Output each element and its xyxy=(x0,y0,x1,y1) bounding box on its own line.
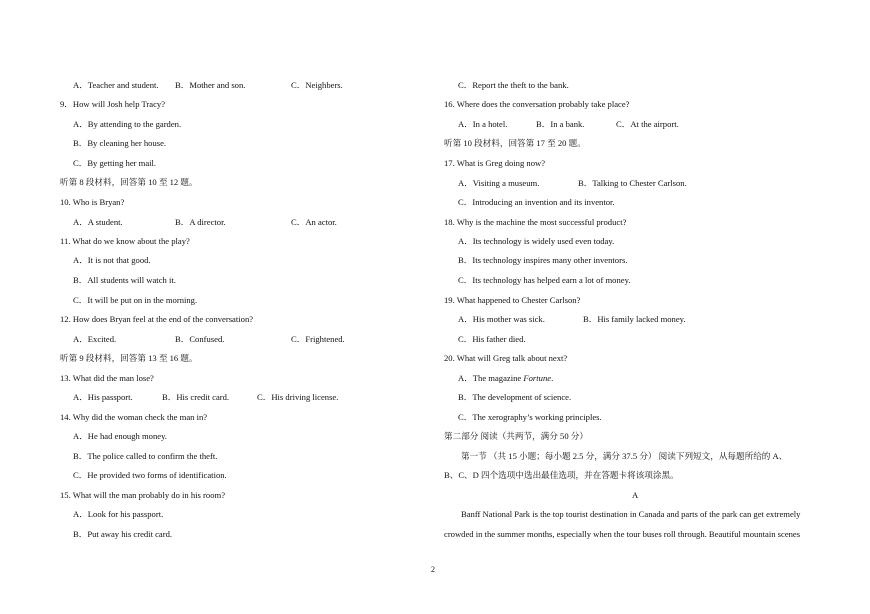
q20-option-a xyxy=(458,373,553,384)
q10-option-c: C．An actor. xyxy=(291,217,337,227)
q9-option-a: A．By attending to the garden. xyxy=(73,119,182,129)
q20-option-a-prefix: A．The magazine xyxy=(458,373,524,383)
q17-option-a: A．Visiting a museum. xyxy=(458,178,540,188)
q18-option-c: C．Its technology has helped earn a lot of money. xyxy=(458,275,631,285)
q10-stem: 10. Who is Bryan? xyxy=(60,197,125,207)
q18-stem: 18. Why is the machine the most successful product? xyxy=(444,217,627,227)
q19-option-b: B．His family lacked money. xyxy=(583,314,686,324)
q14-option-c: C．He provided two forms of identification. xyxy=(73,470,227,480)
q18-option-a: A．Its technology is widely used even today. xyxy=(458,236,615,246)
part-2-heading: 第二部分 阅读（共两节，满分 50 分） xyxy=(444,431,588,441)
q17-option-c: C．Introducing an invention and its inventor. xyxy=(458,197,615,207)
q11-option-c: C．It will be put on in the morning. xyxy=(73,295,198,305)
q16-option-b: B．In a bank. xyxy=(536,119,585,129)
q16-option-c: C．At the airport. xyxy=(616,119,679,129)
q12-option-b: B．Confused. xyxy=(175,334,225,344)
q17-stem: 17. What is Greg doing now? xyxy=(444,158,546,168)
q11-stem: 11. What do we know about the play? xyxy=(60,236,190,246)
q15-option-c: C．Report the theft to the bank. xyxy=(458,80,569,90)
passage-line-1: Banff National Park is the top tourist destination in Canada and parts of the park can get extremely xyxy=(461,509,801,519)
q9-option-c: C．By getting her mail. xyxy=(73,158,157,168)
q17-option-b: B．Talking to Chester Carlson. xyxy=(578,178,687,188)
q16-option-a: A．In a hotel. xyxy=(458,119,508,129)
q19-option-c: C．His father died. xyxy=(458,334,526,344)
q9-stem: 9．How will Josh help Tracy? xyxy=(60,99,166,109)
q12-option-c: C．Frightened. xyxy=(291,334,345,344)
q20-option-b: B．The development of science. xyxy=(458,392,572,402)
q20-option-a-magazine: Fortune xyxy=(523,373,552,383)
q8-option-a: A．Teacher and student. xyxy=(73,80,159,90)
q11-option-b: B．All students will watch it. xyxy=(73,275,176,285)
q14-stem: 14. Why did the woman check the man in? xyxy=(60,412,208,422)
q10-option-a: A．A student. xyxy=(73,217,123,227)
q12-stem: 12. How does Bryan feel at the end of the conversation? xyxy=(60,314,254,324)
q13-option-a: A．His passport. xyxy=(73,392,133,402)
section-8-heading: 听第 8 段材料，回答第 10 至 12 题。 xyxy=(60,177,198,187)
q15-stem: 15. What will the man probably do in his room? xyxy=(60,490,226,500)
q14-option-a: A．He had enough money. xyxy=(73,431,167,441)
q19-stem: 19. What happened to Chester Carlson? xyxy=(444,295,581,305)
q14-option-b: B．The police called to confirm the theft. xyxy=(73,451,218,461)
q13-option-b: B．His credit card. xyxy=(162,392,230,402)
q8-option-c: C．Neighbers. xyxy=(291,80,343,90)
q12-option-a: A．Excited. xyxy=(73,334,117,344)
q20-option-a-suffix: . xyxy=(551,373,554,383)
q9-option-b: B．By cleaning her house. xyxy=(73,138,167,148)
q20-option-c: C．The xerography’s working principles. xyxy=(458,412,602,422)
q20-stem: 20. What will Greg talk about next? xyxy=(444,353,568,363)
q16-stem: 16. Where does the conversation probably take place? xyxy=(444,99,630,109)
section-1-instructions-line-1: 第一节 （共 15 小题；每小题 2.5 分，满分 37.5 分） 阅读下列短文，从每题所给的 A、 xyxy=(461,451,788,461)
section-10-heading: 听第 10 段材料，回答第 17 至 20 题。 xyxy=(444,138,586,148)
q19-option-a: A．His mother was sick. xyxy=(458,314,545,324)
q18-option-b: B．Its technology inspires many other inventors. xyxy=(458,255,628,265)
q13-stem: 13. What did the man lose? xyxy=(60,373,154,383)
q11-option-a: A．It is not that good. xyxy=(73,255,151,265)
q15-option-a: A．Look for his passport. xyxy=(73,509,164,519)
page-number: 2 xyxy=(431,565,435,574)
q15-option-b: B．Put away his credit card. xyxy=(73,529,173,539)
q8-option-b: B．Mother and son. xyxy=(175,80,246,90)
q10-option-b: B．A director. xyxy=(175,217,226,227)
passage-line-2: crowded in the summer months, especially when the tour buses roll through. Beautiful mountain scenes xyxy=(444,529,801,539)
section-9-heading: 听第 9 段材料，回答第 13 至 16 题。 xyxy=(60,353,198,363)
q13-option-c: C．His driving license. xyxy=(257,392,339,402)
passage-label: A xyxy=(632,490,639,500)
section-1-instructions-line-2: B、C、D 四个选项中选出最佳选项，并在答题卡将该项涂黑。 xyxy=(444,470,679,480)
